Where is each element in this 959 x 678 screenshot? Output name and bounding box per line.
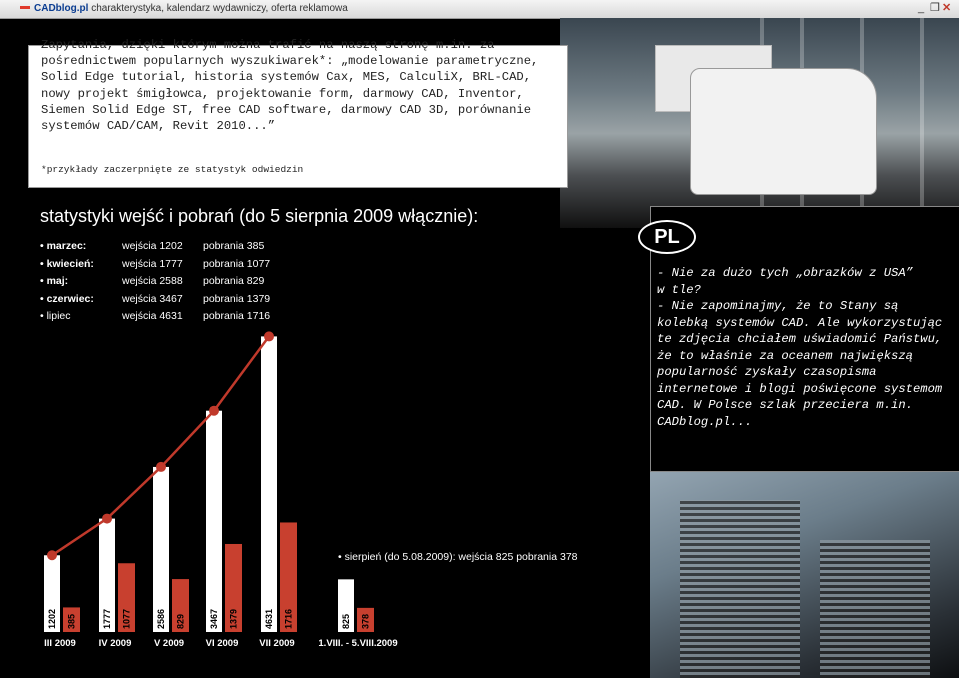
stats-visits: wejścia 1202 [122, 240, 183, 252]
search-queries-box [28, 38, 568, 188]
category-label: VI 2009 [205, 638, 239, 649]
stats-downloads: pobrania 1379 [203, 292, 271, 305]
value-label-downloads: 1716 [283, 608, 294, 629]
stats-chart [0, 320, 600, 650]
value-label-downloads: 378 [360, 613, 371, 629]
bar-visits-4 [261, 336, 277, 632]
value-label-downloads: 1379 [228, 608, 239, 629]
window-title [34, 3, 348, 14]
stats-month: • lipiec [40, 310, 71, 323]
trend-point-2 [156, 462, 166, 472]
stats-month: • kwiecień: [40, 257, 94, 270]
value-label-downloads: 1077 [121, 608, 132, 629]
stats-visits: wejścia 3467 [122, 292, 183, 305]
category-label: V 2009 [153, 638, 185, 649]
trend-point-1 [102, 514, 112, 524]
bar-visits-2 [153, 467, 169, 632]
category-label: III 2009 [44, 638, 76, 649]
police-cart-shape [690, 68, 877, 195]
search-queries-note: *przykłady zaczerpnięte ze statystyk odwiedzin [41, 164, 304, 175]
value-label-visits: 4631 [264, 608, 274, 629]
value-label-visits: 825 [341, 613, 351, 629]
minimize-button[interactable]: _ [918, 2, 925, 14]
stats-list [40, 240, 340, 328]
window-titlebar [0, 0, 959, 19]
stats-row [40, 275, 340, 293]
stats-row [40, 293, 340, 311]
trend-point-3 [209, 406, 219, 416]
stats-row [40, 240, 340, 258]
stats-row [40, 258, 340, 276]
pl-comment-text: - Nie za dużo tych „obrazków z USA” w tle? - Nie zapominajmy, że to Stany są kolebką systemów CAD. Ale wykorzystując te zdjęcia chciałem uświadomić Państwu, że to właśnie za oceanem największą popularność zyskały czasopisma internetowe i blogi poświęcone systemom CAD. W Polsce szlak przeciera m.in. CADblog.pl... [657, 266, 943, 429]
value-label-visits: 2586 [156, 608, 166, 629]
category-label: 1.VIII. - 5.VIII.2009 [318, 638, 398, 649]
stats-downloads: pobrania 829 [203, 275, 265, 288]
close-button[interactable]: ✕ [942, 2, 952, 14]
stats-downloads: pobrania 385 [203, 240, 265, 252]
stats-visits: wejścia 1777 [122, 257, 183, 270]
logo-icon [20, 6, 30, 9]
stats-downloads: pobrania 1077 [203, 257, 271, 270]
stats-visits: wejścia 4631 [122, 310, 183, 323]
brand-name: CADblog.pl [34, 3, 89, 14]
value-label-visits: 1202 [47, 608, 57, 629]
stats-month: • maj: [40, 275, 69, 288]
stats-title: statystyki wejść i pobrań (do 5 sierpnia 2009 włącznie): [40, 206, 479, 226]
value-label-downloads: 385 [66, 613, 77, 629]
category-label: VII 2009 [259, 638, 295, 649]
stats-visits: wejścia 2588 [122, 275, 183, 288]
stats-month: • marzec: [40, 240, 87, 252]
august-note: • sierpień (do 5.08.2009): wejścia 825 pobrania 378 [338, 551, 578, 563]
trend-point-0 [47, 550, 57, 560]
pl-badge: PL [638, 220, 696, 254]
category-label: IV 2009 [98, 638, 132, 649]
stats-downloads: pobrania 1716 [203, 310, 271, 323]
stats-month: • czerwiec: [40, 292, 94, 305]
value-label-visits: 3467 [209, 608, 219, 629]
window-title-text: charakterystyka, kalendarz wydawniczy, oferta reklamowa [91, 3, 348, 14]
value-label-downloads: 829 [175, 613, 186, 629]
value-label-visits: 1777 [102, 608, 112, 629]
restore-button[interactable]: ❐ [930, 2, 940, 14]
bar-visits-3 [206, 411, 222, 632]
search-queries-text: Zapytania, dzięki którym można trafić na naszą stronę m.in. za pośrednictwem popularnych wyszukiwarek*: „modelowanie parametryczne, Solid Edge tutorial, historia systemów Cax, MES, CalculiX, BRL-CAD, nowy projekt śmigłowca, projektowanie form, darmowy CAD, Inventor, Siemen Solid Edge ST, free CAD software, darmowy CAD 3D, porównanie systemów CAD/CAM, Revit 2010...” [41, 38, 539, 134]
skyscraper-photo [650, 440, 959, 678]
trend-point-4 [264, 331, 274, 341]
